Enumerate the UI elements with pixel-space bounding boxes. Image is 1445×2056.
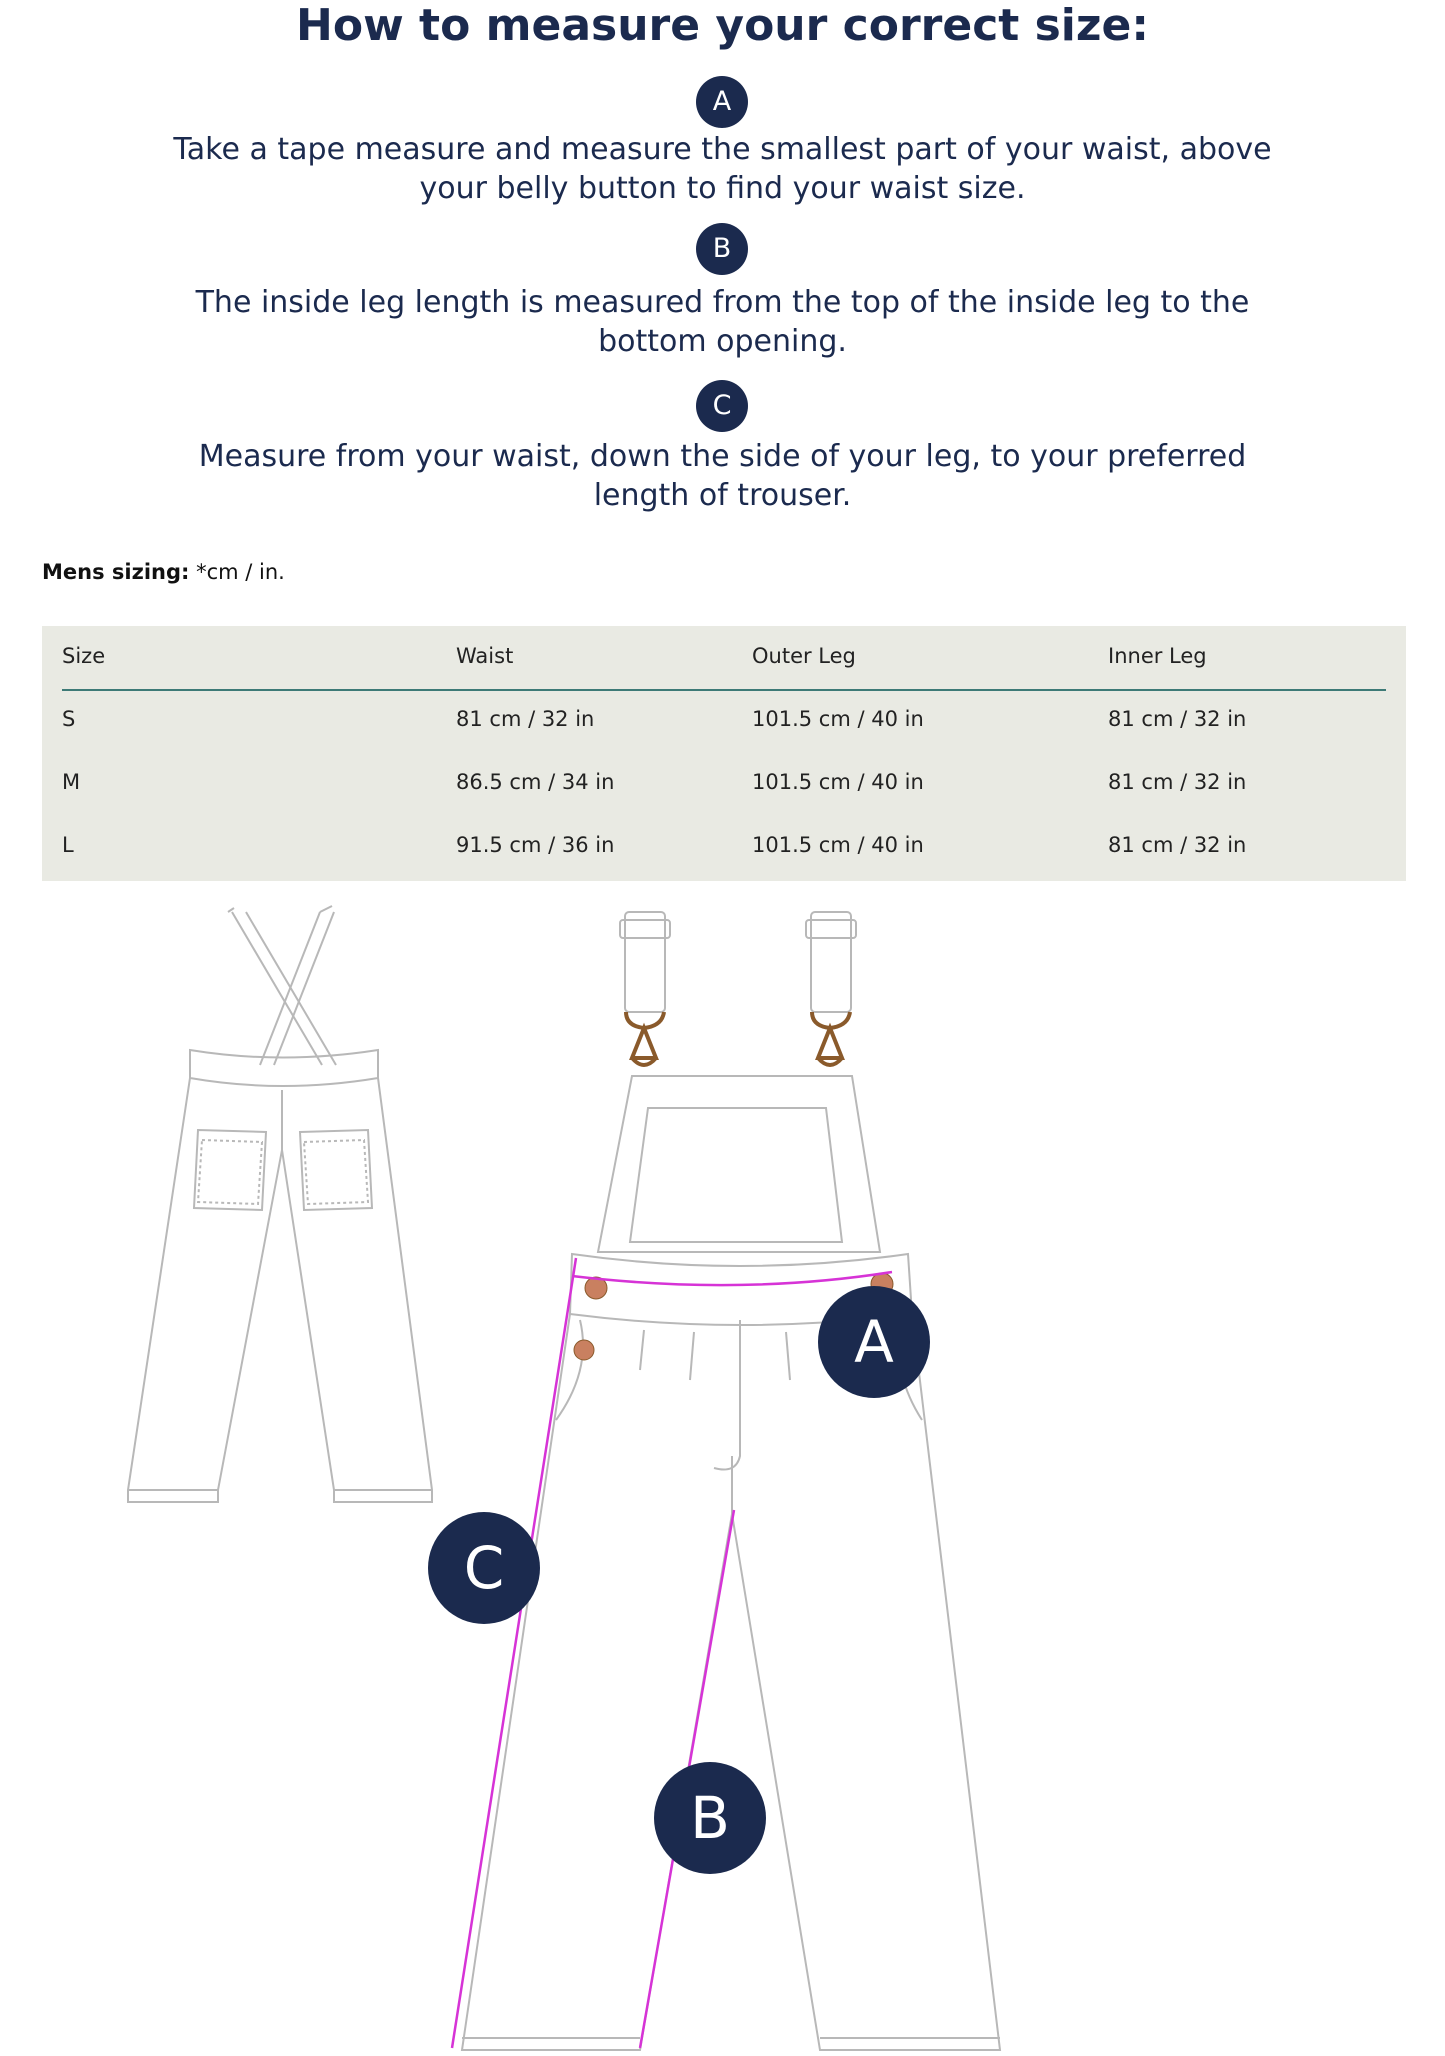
- back-view-dungarees: [128, 906, 432, 1502]
- header-outer-leg: Outer Leg: [752, 644, 856, 668]
- dungaree-illustration: [0, 900, 1445, 2052]
- row-l-size: L: [62, 833, 74, 857]
- header-waist: Waist: [456, 644, 514, 668]
- row-s-waist: 81 cm / 32 in: [456, 707, 595, 731]
- mens-sizing-note: [42, 560, 285, 584]
- step-c-badge: C: [696, 380, 748, 432]
- row-m-size: M: [62, 770, 81, 794]
- waist-measure-line: [572, 1272, 892, 1285]
- row-s-outer-leg: 101.5 cm / 40 in: [752, 707, 924, 731]
- strap-buckles: [626, 1012, 850, 1065]
- figure-label-b: B: [654, 1762, 766, 1874]
- step-b-text: The inside leg length is measured from the top of the inside leg to the bottom opening.: [195, 285, 1250, 359]
- row-m-inner-leg: 81 cm / 32 in: [1108, 770, 1247, 794]
- dungaree-diagram: [0, 900, 1445, 2052]
- header-divider: [62, 689, 1386, 691]
- size-table: [42, 626, 1406, 881]
- row-l-waist: 91.5 cm / 36 in: [456, 833, 615, 857]
- mens-sizing-label: Mens sizing:: [42, 560, 190, 584]
- outer-leg-measure-line: [452, 1258, 576, 2048]
- step-a-badge: A: [696, 76, 748, 128]
- measurement-lines: [452, 1258, 892, 2048]
- header-size: Size: [62, 644, 106, 668]
- row-s-size: S: [62, 707, 76, 731]
- mens-sizing-unit: *cm / in.: [189, 560, 285, 584]
- figure-label-c: C: [428, 1512, 540, 1624]
- step-b-badge: B: [696, 223, 748, 275]
- row-m-waist: 86.5 cm / 34 in: [456, 770, 615, 794]
- step-c-text: Measure from your waist, down the side of your leg, to your preferred length of trouser.: [198, 439, 1247, 513]
- figure-label-a: A: [818, 1286, 930, 1398]
- row-l-outer-leg: 101.5 cm / 40 in: [752, 833, 924, 857]
- row-m-outer-leg: 101.5 cm / 40 in: [752, 770, 924, 794]
- step-a-text: Take a tape measure and measure the smallest part of your waist, above your belly button to find your waist size.: [173, 132, 1272, 206]
- header-inner-leg: Inner Leg: [1108, 644, 1207, 668]
- row-l-inner-leg: 81 cm / 32 in: [1108, 833, 1247, 857]
- row-s-inner-leg: 81 cm / 32 in: [1108, 707, 1247, 731]
- front-view-dungarees: [462, 912, 1000, 2050]
- page-title: How to measure your correct size:: [296, 0, 1149, 51]
